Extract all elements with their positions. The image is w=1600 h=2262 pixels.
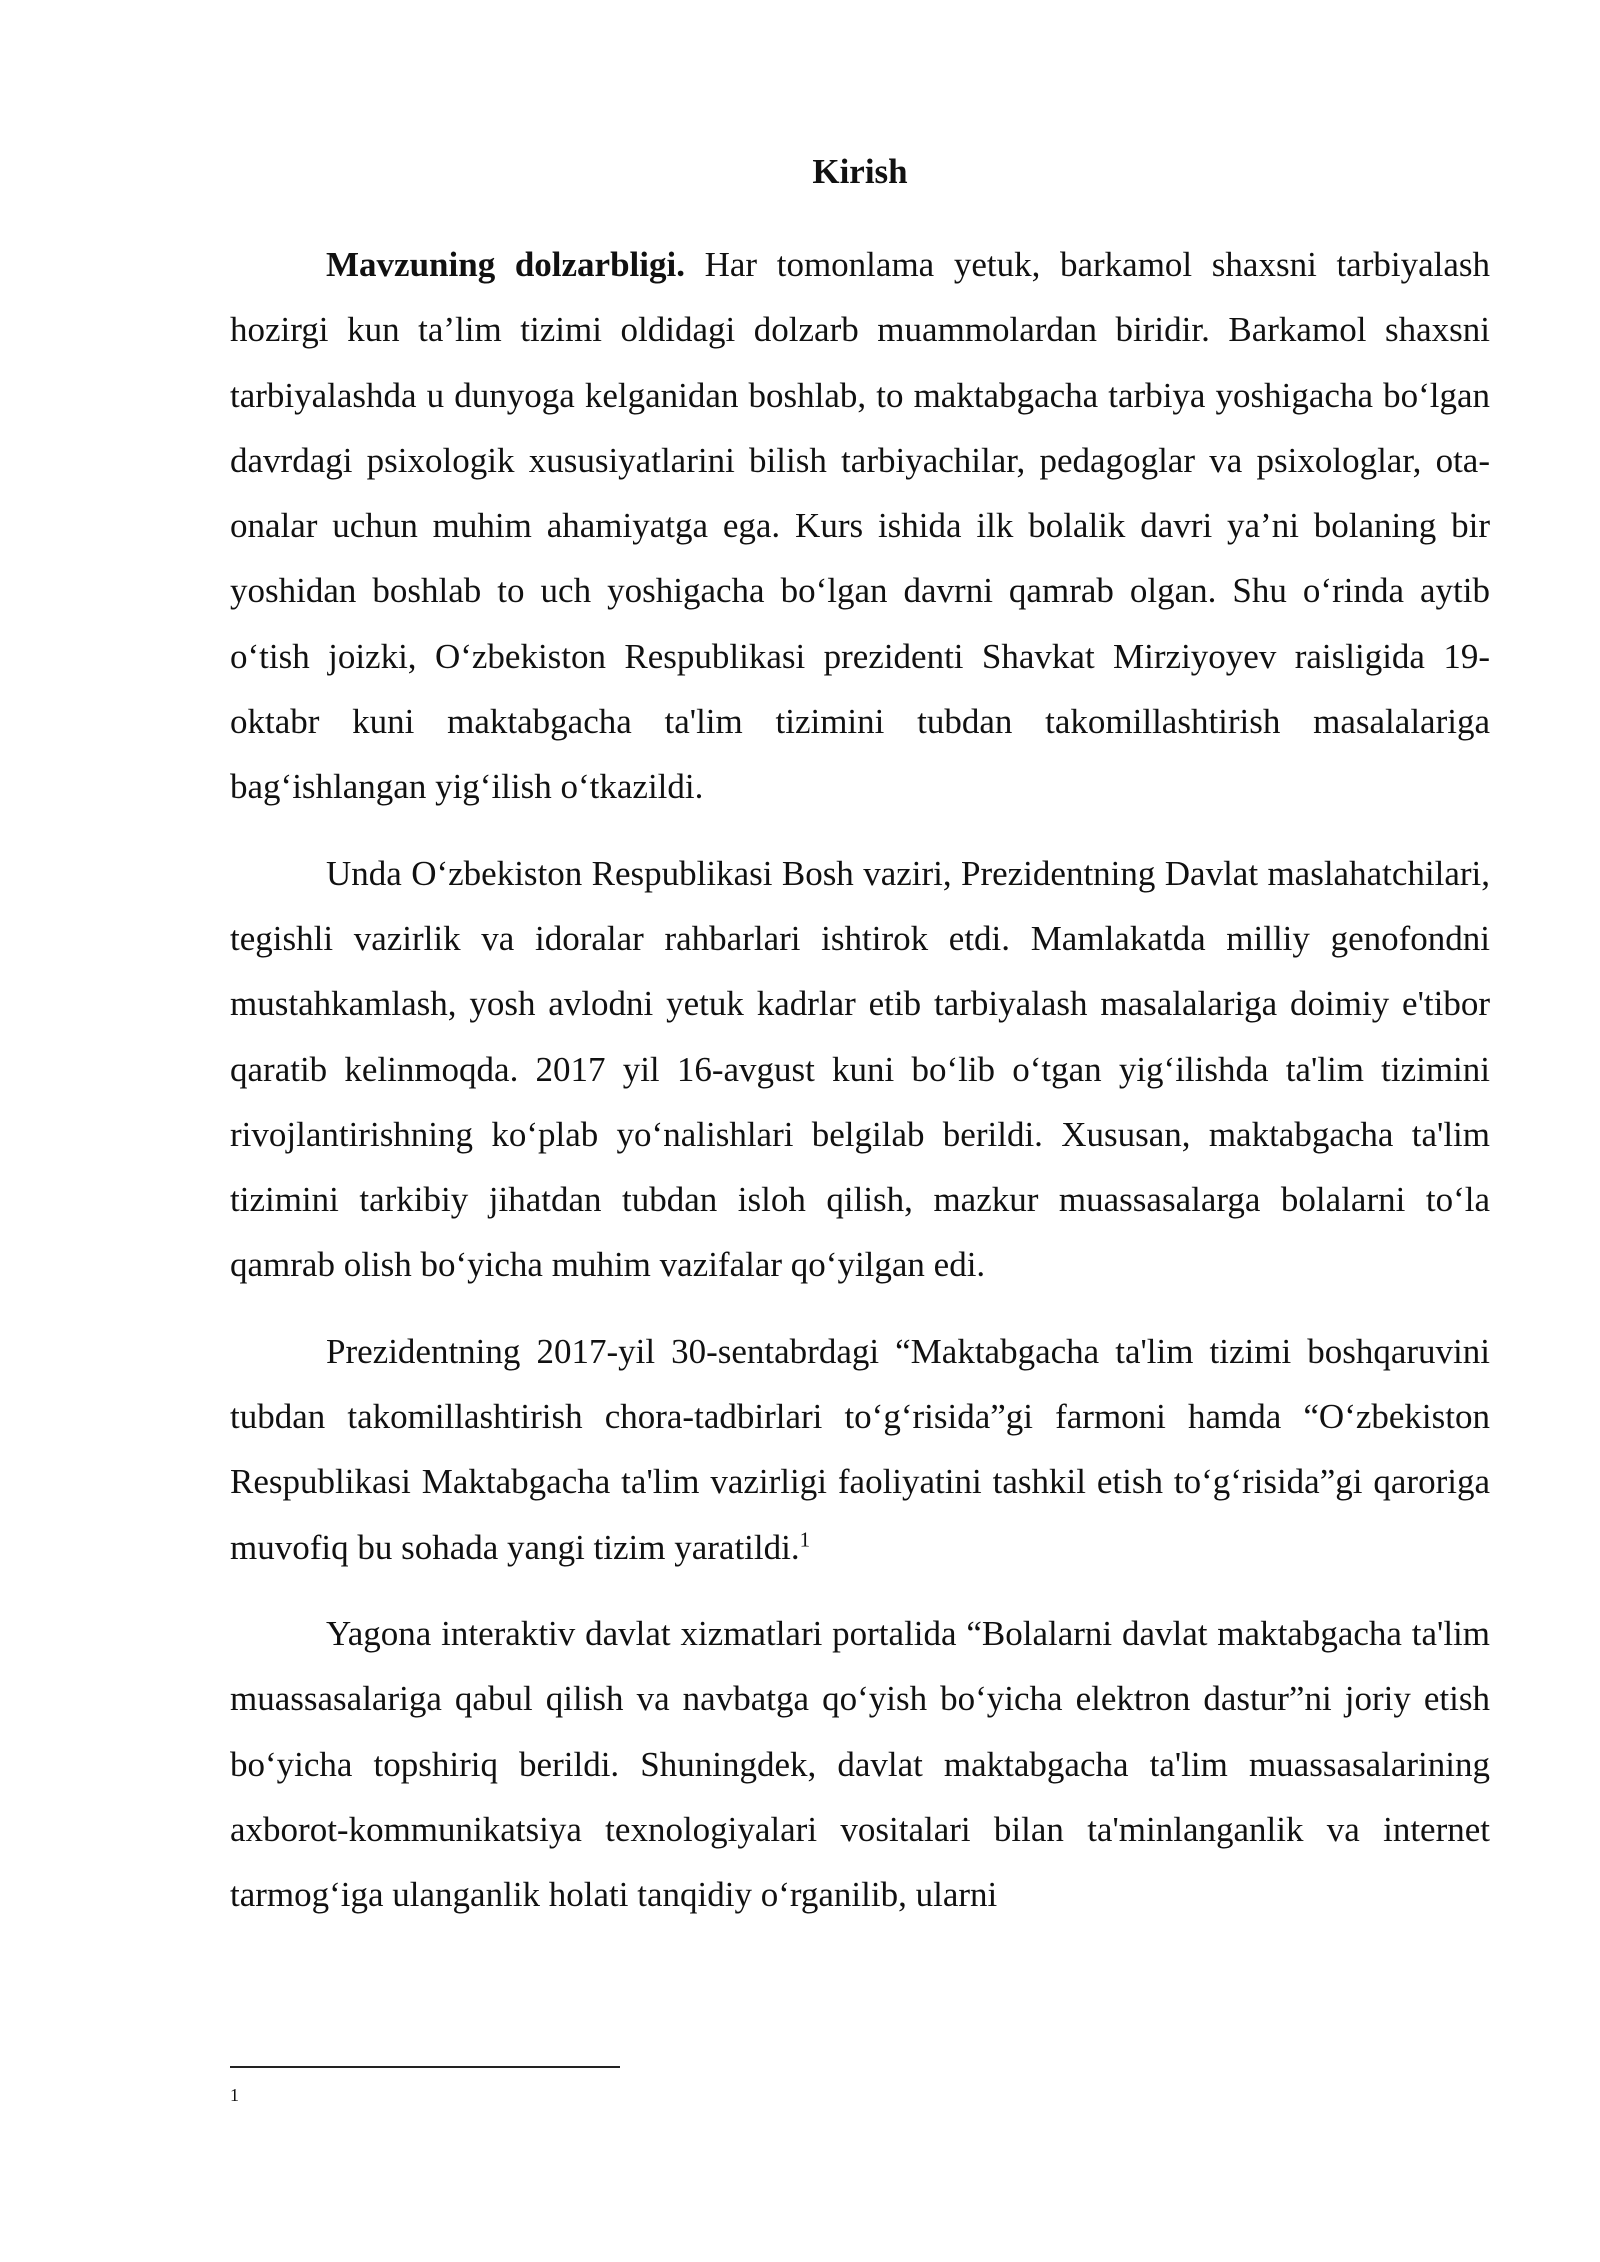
paragraph-text: Har tomonlama yetuk, barkamol shaxsni tarbiyalash hozirgi kun ta’lim tizimi oldidagi dolzarb muammolardan biridir. Barkamol shaxsni tarbiyalashda u dunyoga kelganidan boshlab, to maktabgacha tarbiya yoshigacha bo‘lgan davrdagi psixologik xususiyatlarini bilish tarbiyachilar, pedagoglar va psixologlar, ota-onalar uchun muhim ahamiyatga ega. Kurs ishida ilk bolalik davri ya’ni bolaning bir yoshidan boshlab to uch yoshigacha bo‘lgan davrni qamrab olgan. Shu o‘rinda aytib o‘tish joizki, O‘zbekiston Respublikasi prezidenti Shavkat Mirziyoyev raisligida 19-oktabr kuni maktabgacha ta'lim tizimini tubdan takomillashtirish masalalariga bag‘ishlangan yig‘ilish o‘tkazildi. [230, 245, 1490, 807]
footnote [230, 2084, 239, 2106]
paragraph-portal [230, 1601, 1490, 1927]
paragraph-lead-heading: Mavzuning dolzarbligi. [326, 245, 685, 284]
document-body [230, 232, 1490, 1948]
page-title: Kirish [812, 152, 908, 191]
paragraph-text: Unda O‘zbekiston Respublikasi Bosh vaziri, Prezidentning Davlat maslahatchilari, tegishli vazirlik va idoralar rahbarlari ishtirok etdi. Mamlakatda milliy genofondni mustahkamlash, yosh avlodni yetuk kadrlar etib tarbiyalash masalalariga doimiy e'tibor qaratib kelinmoqda. 2017 yil 16-avgust kuni bo‘lib o‘tgan yig‘ilishda ta'lim tizimini rivojlantirishning ko‘plab yo‘nalishlari belgilab berildi. Xususan, maktabgacha ta'lim tizimini tarkibiy jihatdan tubdan isloh qilish, mazkur muassasalarga bolalarni to‘la qamrab olish bo‘yicha muhim vazifalar qo‘yilgan edi. [230, 853, 1490, 1285]
paragraph-relevance [230, 232, 1490, 820]
footnote-separator [230, 2066, 620, 2068]
footnote-number: 1 [230, 2085, 239, 2105]
paragraph-decree [230, 1319, 1490, 1580]
footnote-reference[interactable]: 1 [799, 1526, 811, 1551]
paragraph-meeting [230, 841, 1490, 1298]
paragraph-text: Prezidentning 2017-yil 30-sentabrdagi “Maktabgacha ta'lim tizimi boshqaruvini tubdan takomillashtirish chora-tadbirlari to‘g‘risida”gi farmoni hamda “O‘zbekiston Respublikasi Maktabgacha ta'lim vazirligi faoliyatini tashkil etish to‘g‘risida”gi qaroriga muvofiq bu sohada yangi tizim yaratildi. [230, 1331, 1490, 1567]
paragraph-text: Yagona interaktiv davlat xizmatlari portalida “Bolalarni davlat maktabgacha ta'lim muassasalariga qabul qilish va navbatga qo‘yish bo‘yicha elektron dastur”ni joriy etish bo‘yicha topshiriq berildi. Shuningdek, davlat maktabgacha ta'lim muassasalarining axborot-kommunikatsiya texnologiyalari vositalari bilan ta'minlanganlik va internet tarmog‘iga ulanganlik holati tanqidiy o‘rganilib, ularni [230, 1613, 1490, 1915]
